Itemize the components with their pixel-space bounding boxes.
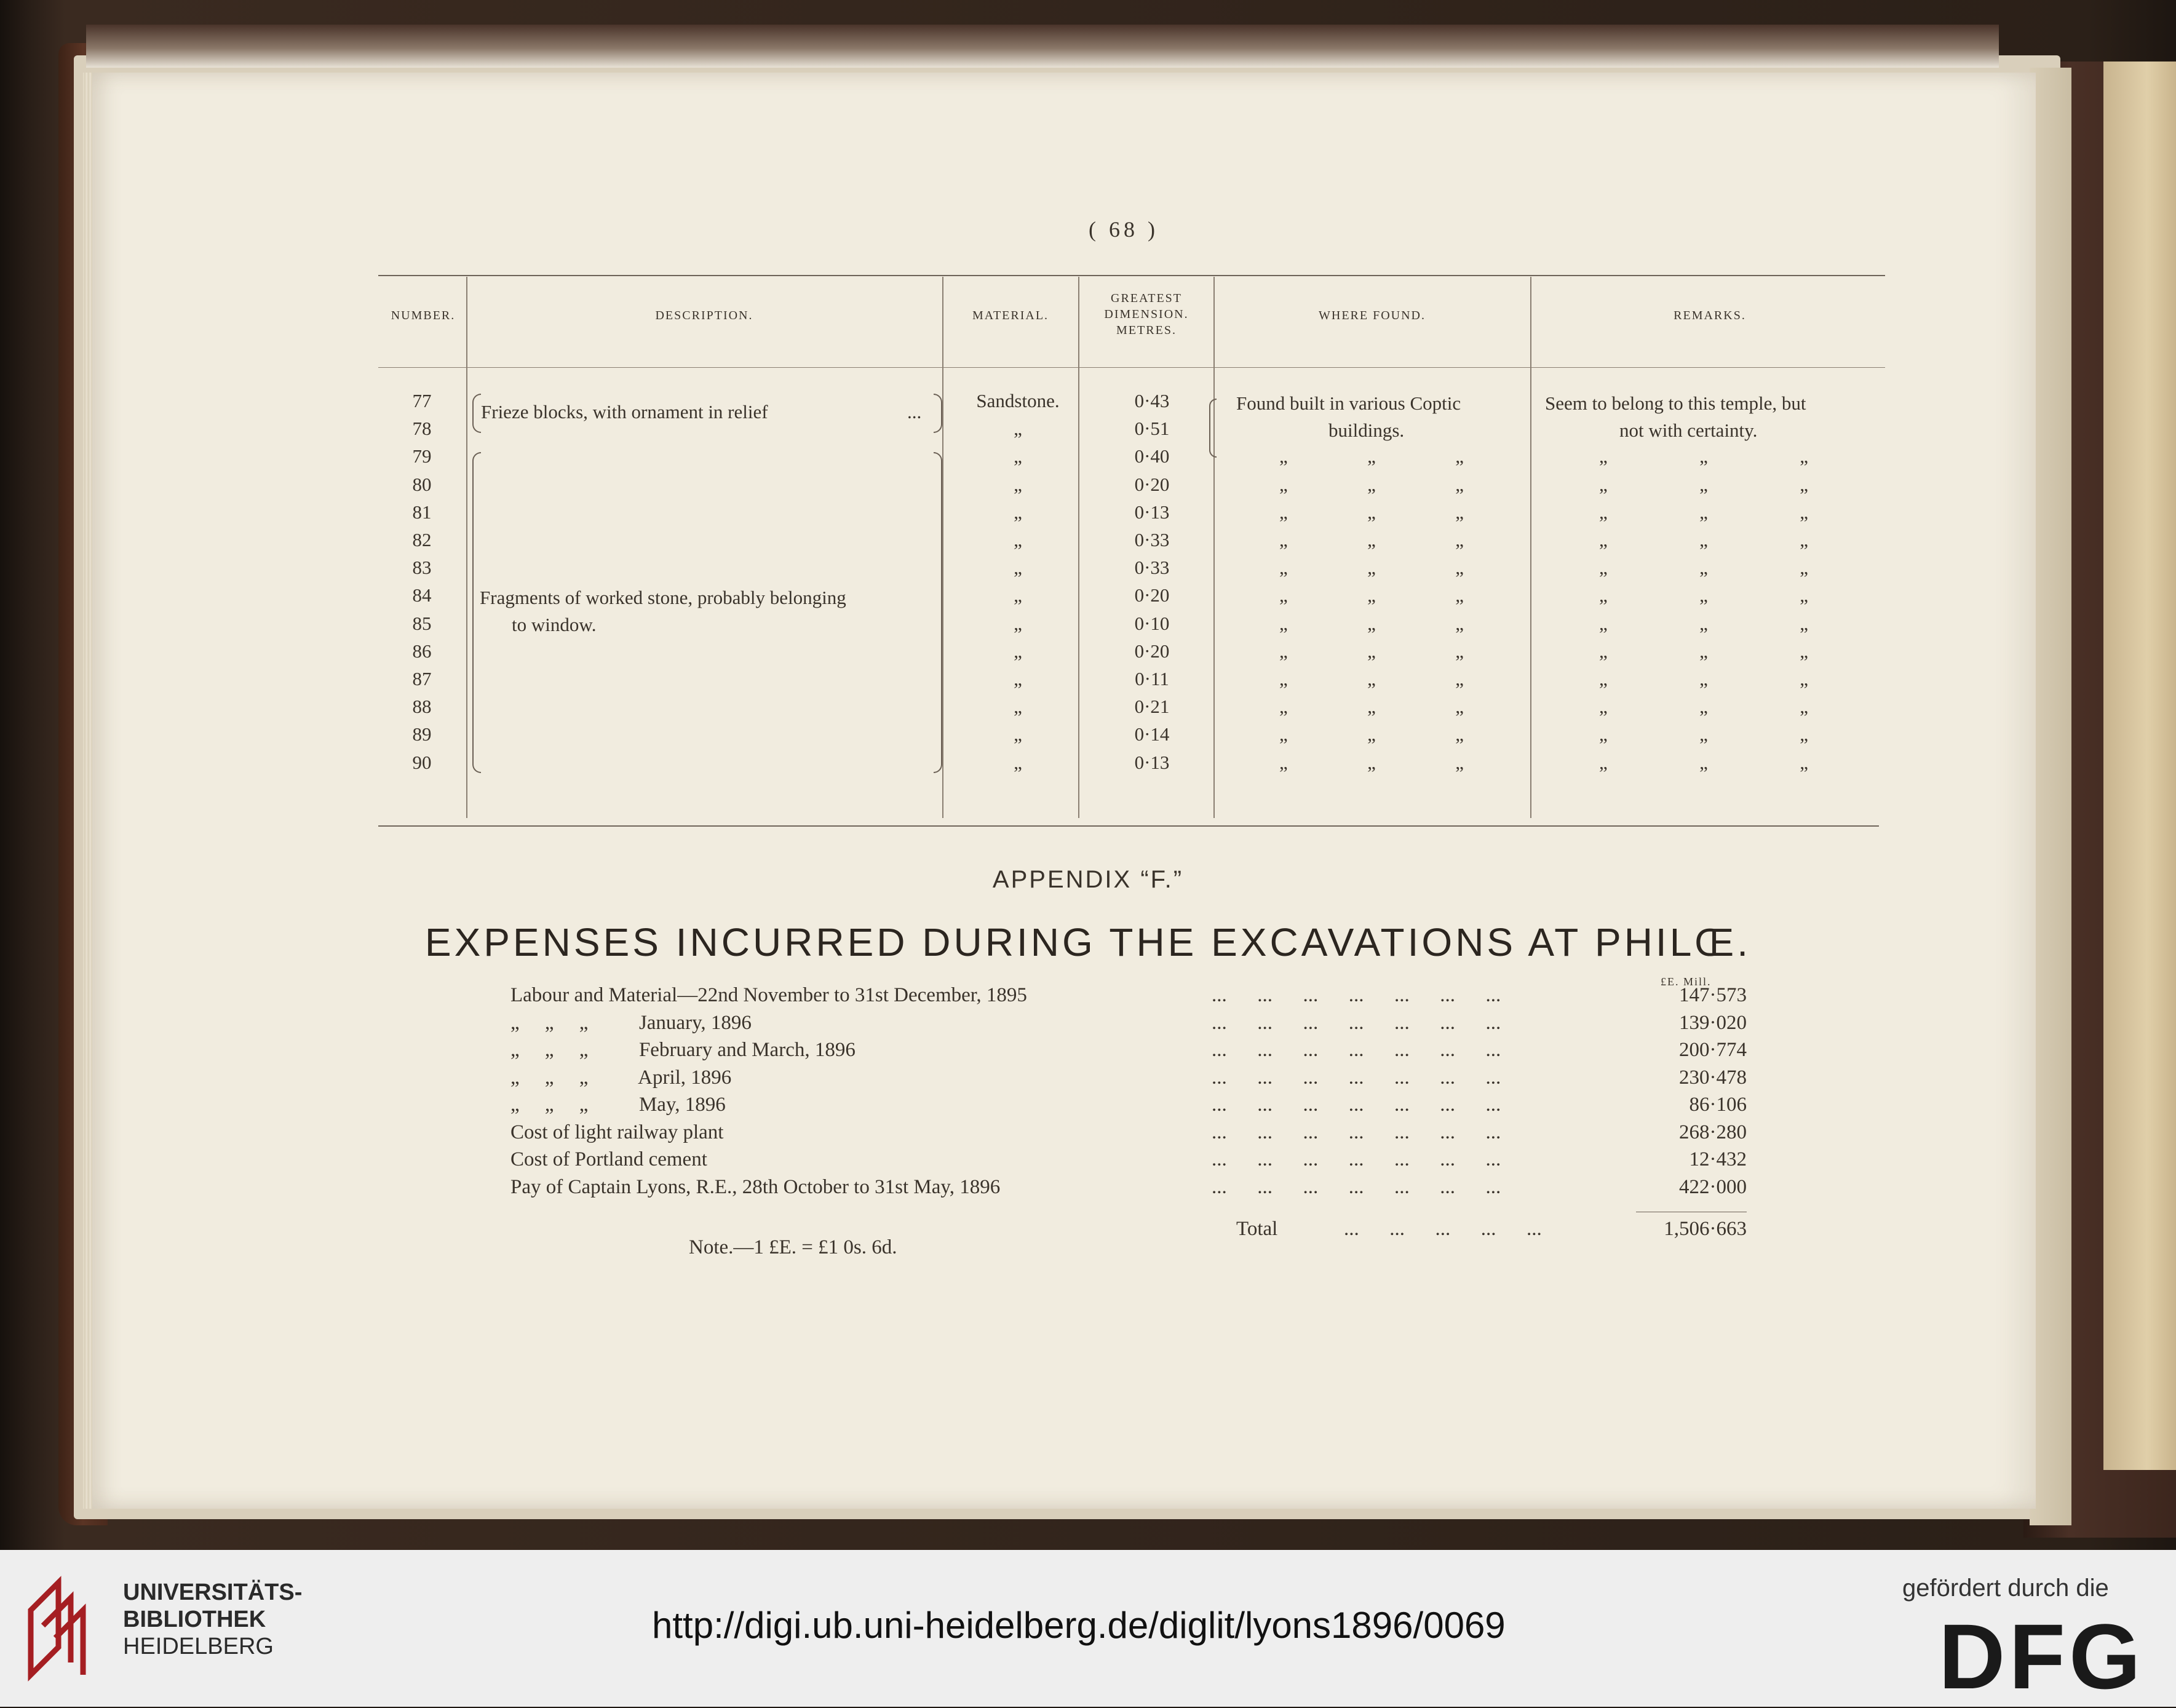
- expense-label: Cost of Portland cement: [510, 1148, 707, 1170]
- ditto-mark: „: [1599, 473, 1608, 495]
- ditto-mark: „: [1599, 751, 1608, 773]
- ditto-mark: „: [1455, 445, 1464, 467]
- row-number: 86: [412, 640, 432, 662]
- expense-value: 200·774: [1679, 1039, 1747, 1061]
- header-material: MATERIAL.: [972, 309, 1049, 322]
- row-where-found-ditto: [1279, 501, 1464, 523]
- ditto-mark: „: [1699, 473, 1708, 495]
- ditto-mark: „: [1800, 557, 1808, 579]
- where-found-line2: buildings.: [1328, 419, 1405, 441]
- row-material: „: [1014, 640, 1022, 662]
- table-header-rule: [378, 367, 1885, 368]
- total-leader-dots: ... ... ... ... ...: [1344, 1218, 1542, 1240]
- row-material: „: [1014, 445, 1022, 467]
- ditto-mark: „: [1599, 696, 1608, 718]
- ditto-mark: „: [1279, 557, 1288, 579]
- row-dimension: 0·43: [1134, 390, 1170, 411]
- row-remarks-ditto: [1599, 474, 1808, 496]
- expense-leader-dots: ... ... ... ... ... ... ...: [1212, 1039, 1501, 1061]
- row-remarks-ditto: [1599, 723, 1808, 745]
- col-divider-2: [942, 277, 943, 818]
- header-dimension-line1: GREATEST: [1111, 292, 1182, 305]
- ditto-mark: „: [1367, 473, 1376, 495]
- expense-label: „ „ „ April, 1896: [510, 1066, 732, 1089]
- row-remarks-ditto: [1599, 501, 1808, 523]
- col-divider-1: [466, 277, 467, 818]
- expense-label: „ „ „ May, 1896: [510, 1094, 726, 1116]
- ditto-mark: „: [1699, 640, 1708, 662]
- ditto-mark: „: [1699, 723, 1708, 745]
- col-divider-5: [1530, 277, 1531, 818]
- ditto-mark: „: [1800, 640, 1808, 662]
- expense-leader-dots: ... ... ... ... ... ... ...: [1212, 1148, 1501, 1170]
- ditto-mark: „: [1279, 584, 1288, 606]
- expense-row: [510, 1121, 1747, 1148]
- ditto-mark: „: [1599, 584, 1608, 606]
- row-material: „: [1014, 696, 1022, 718]
- brace-right-group2: [934, 452, 942, 773]
- ditto-mark: „: [1279, 473, 1288, 495]
- library-name-line2: BIBLIOTHEK: [123, 1607, 266, 1632]
- ditto-mark: „: [1800, 668, 1808, 689]
- row-number: 87: [412, 668, 432, 689]
- ditto-mark: „: [1800, 473, 1808, 495]
- row-material: „: [1014, 612, 1022, 634]
- ditto-mark: „: [1599, 501, 1608, 523]
- header-dimension-line2: DIMENSION.: [1104, 308, 1189, 321]
- row-dimension: 0·10: [1134, 612, 1170, 634]
- description-frieze-blocks: Frieze blocks, with ornament in relief: [481, 401, 768, 423]
- ditto-mark: „: [1279, 751, 1288, 773]
- header-number: NUMBER.: [391, 309, 456, 322]
- row-remarks-ditto: [1599, 752, 1808, 774]
- ditto-mark: „: [1455, 751, 1464, 773]
- university-library-logo-icon: [25, 1573, 86, 1684]
- row-dimension: 0·20: [1134, 640, 1170, 662]
- row-where-found-ditto: [1279, 752, 1464, 774]
- row-number: 80: [412, 473, 432, 495]
- col-divider-4: [1213, 277, 1215, 818]
- ditto-mark: „: [1699, 751, 1708, 773]
- row-where-found-ditto: [1279, 696, 1464, 718]
- ditto-mark: „: [1367, 501, 1376, 523]
- ditto-mark: „: [1599, 557, 1608, 579]
- ditto-mark: „: [1367, 612, 1376, 634]
- ditto-mark: „: [1699, 529, 1708, 550]
- expense-value: 268·280: [1679, 1121, 1747, 1143]
- row-material: „: [1014, 418, 1022, 440]
- row-dimension: 0·21: [1134, 696, 1170, 718]
- ditto-mark: „: [1367, 445, 1376, 467]
- page-sheet: [92, 73, 2036, 1509]
- row-where-found-ditto: [1279, 474, 1464, 496]
- ditto-mark: „: [1367, 723, 1376, 745]
- ditto-mark: „: [1800, 501, 1808, 523]
- ditto-mark: „: [1455, 501, 1464, 523]
- row-material: „: [1014, 557, 1022, 579]
- ditto-mark: „: [1800, 751, 1808, 773]
- ditto-mark: „: [1599, 612, 1608, 634]
- ditto-mark: „: [1699, 696, 1708, 718]
- ditto-mark: „: [1599, 445, 1608, 467]
- top-page-edge: [86, 25, 1999, 68]
- row-where-found-ditto: [1279, 445, 1464, 467]
- expense-label: „ „ „ January, 1896: [510, 1011, 752, 1034]
- ditto-mark: „: [1800, 529, 1808, 550]
- row-remarks-ditto: [1599, 668, 1808, 690]
- header-dimension-line3: METRES.: [1116, 324, 1177, 337]
- ditto-mark: „: [1367, 529, 1376, 550]
- ditto-mark: „: [1699, 557, 1708, 579]
- ditto-mark: „: [1279, 612, 1288, 634]
- row-dimension: 0·13: [1134, 751, 1170, 773]
- expense-leader-dots: ... ... ... ... ... ... ...: [1212, 1066, 1501, 1089]
- ditto-mark: „: [1699, 501, 1708, 523]
- expense-value: 147·573: [1679, 984, 1747, 1006]
- ditto-mark: „: [1279, 529, 1288, 550]
- table-top-rule: [378, 275, 1885, 276]
- library-name-line1: UNIVERSITÄTS-: [123, 1579, 303, 1605]
- row-where-found-ditto: [1279, 529, 1464, 551]
- row-where-found-ditto: [1279, 640, 1464, 662]
- ditto-mark: „: [1455, 640, 1464, 662]
- expense-value: 422·000: [1679, 1175, 1747, 1198]
- row-remarks-ditto: [1599, 640, 1808, 662]
- row-where-found-ditto: [1279, 668, 1464, 690]
- ditto-mark: „: [1455, 612, 1464, 634]
- row-remarks-ditto: [1599, 557, 1808, 579]
- ditto-mark: „: [1279, 640, 1288, 662]
- row-where-found-ditto: [1279, 613, 1464, 635]
- row-dimension: 0·33: [1134, 529, 1170, 550]
- ditto-mark: „: [1367, 668, 1376, 689]
- ditto-mark: „: [1455, 723, 1464, 745]
- header-description: DESCRIPTION.: [655, 309, 753, 322]
- expense-row: [510, 1039, 1747, 1066]
- row-number: 79: [412, 445, 432, 467]
- description-to-window: to window.: [512, 614, 597, 635]
- row-material: „: [1014, 584, 1022, 606]
- expense-label: Cost of light railway plant: [510, 1121, 724, 1143]
- row-material: „: [1014, 668, 1022, 689]
- row-dimension: 0·11: [1135, 668, 1169, 689]
- total-value: 1,506·663: [1664, 1218, 1747, 1240]
- ditto-mark: „: [1699, 584, 1708, 606]
- ditto-mark: „: [1699, 668, 1708, 689]
- row-dimension: 0·14: [1134, 723, 1170, 745]
- ditto-mark: „: [1455, 696, 1464, 718]
- ditto-mark: „: [1599, 529, 1608, 550]
- ditto-mark: „: [1279, 723, 1288, 745]
- ditto-mark: „: [1599, 723, 1608, 745]
- remarks-line2: not with certainty.: [1619, 419, 1758, 441]
- row-number: 88: [412, 696, 432, 718]
- row-dimension: 0·20: [1134, 584, 1170, 606]
- expense-row: [510, 1094, 1747, 1121]
- ditto-mark: „: [1367, 640, 1376, 662]
- page-number: ( 68 ): [1089, 217, 1159, 242]
- permalink-url[interactable]: http://digi.ub.uni-heidelberg.de/diglit/lyons1896/0069: [652, 1605, 1506, 1646]
- ditto-mark: „: [1367, 751, 1376, 773]
- row-number: 78: [412, 418, 432, 440]
- where-found-line1: Found built in various Coptic: [1236, 392, 1461, 414]
- expense-value: 139·020: [1679, 1011, 1747, 1034]
- expense-leader-dots: ... ... ... ... ... ... ...: [1212, 1094, 1501, 1116]
- table-bottom-rule: [378, 825, 1879, 827]
- expense-leader-dots: ... ... ... ... ... ... ...: [1212, 1175, 1501, 1198]
- row-dimension: 0·51: [1134, 418, 1170, 440]
- ditto-mark: „: [1367, 557, 1376, 579]
- description-leader-dots: ...: [907, 401, 922, 423]
- row-number: 89: [412, 723, 432, 745]
- ditto-mark: „: [1279, 696, 1288, 718]
- header-remarks: REMARKS.: [1674, 309, 1746, 322]
- expenses-title: EXPENSES INCURRED DURING THE EXCAVATIONS AT PHILŒ.: [424, 920, 1752, 964]
- row-dimension: 0·13: [1134, 501, 1170, 523]
- brace-left-group1: [472, 394, 481, 433]
- row-number: 81: [412, 501, 432, 523]
- header-where-found: WHERE FOUND.: [1319, 309, 1426, 322]
- viewer-footer: [0, 1550, 2176, 1707]
- library-name-line3: HEIDELBERG: [123, 1634, 274, 1659]
- row-dimension: 0·33: [1134, 557, 1170, 579]
- ditto-mark: „: [1599, 668, 1608, 689]
- ditto-mark: „: [1279, 501, 1288, 523]
- row-dimension: 0·40: [1134, 445, 1170, 467]
- row-remarks-ditto: [1599, 613, 1808, 635]
- row-where-found-ditto: [1279, 557, 1464, 579]
- ditto-mark: „: [1599, 640, 1608, 662]
- ditto-mark: „: [1800, 612, 1808, 634]
- row-material: Sandstone.: [976, 390, 1060, 411]
- expense-label: Pay of Captain Lyons, R.E., 28th October to 31st May, 1896: [510, 1175, 1001, 1198]
- expense-label: Labour and Material—22nd November to 31st December, 1895: [510, 984, 1027, 1006]
- expense-value: 12·432: [1689, 1148, 1747, 1170]
- page-stack-right: [2030, 68, 2071, 1525]
- ditto-mark: „: [1455, 584, 1464, 606]
- ditto-mark: „: [1800, 445, 1808, 467]
- row-number: 82: [412, 529, 432, 550]
- appendix-heading: APPENDIX “F.”: [992, 866, 1184, 893]
- ditto-mark: „: [1455, 668, 1464, 689]
- ditto-mark: „: [1699, 612, 1708, 634]
- expense-row: [510, 1148, 1747, 1175]
- row-number: 77: [412, 390, 432, 411]
- row-material: „: [1014, 723, 1022, 745]
- row-remarks-ditto: [1599, 445, 1808, 467]
- ditto-mark: „: [1455, 557, 1464, 579]
- row-number: 84: [412, 584, 432, 606]
- expense-row: [510, 984, 1747, 1011]
- brace-right-group1: [934, 394, 942, 433]
- expense-leader-dots: ... ... ... ... ... ... ...: [1212, 1011, 1501, 1034]
- expense-row: [510, 1067, 1747, 1094]
- ditto-mark: „: [1800, 696, 1808, 718]
- row-remarks-ditto: [1599, 529, 1808, 551]
- ditto-mark: „: [1455, 473, 1464, 495]
- expense-value: 230·478: [1679, 1066, 1747, 1089]
- ditto-mark: „: [1279, 445, 1288, 467]
- row-number: 90: [412, 751, 432, 773]
- expense-leader-dots: ... ... ... ... ... ... ...: [1212, 984, 1501, 1006]
- ditto-mark: „: [1455, 529, 1464, 550]
- currency-note: Note.—1 £E. = £1 0s. 6d.: [689, 1236, 897, 1258]
- expense-row: [510, 1012, 1747, 1039]
- ditto-mark: „: [1800, 723, 1808, 745]
- header-dimension: [1079, 290, 1213, 338]
- remarks-line1: Seem to belong to this temple, but: [1545, 392, 1806, 414]
- ditto-mark: „: [1800, 584, 1808, 606]
- funding-caption: gefördert durch die: [1902, 1575, 2109, 1602]
- row-material: „: [1014, 501, 1022, 523]
- expense-label: „ „ „ February and March, 1896: [510, 1039, 856, 1061]
- ditto-mark: „: [1699, 445, 1708, 467]
- ditto-mark: „: [1279, 668, 1288, 689]
- expense-row: [510, 1176, 1747, 1203]
- next-page-edge: [2103, 62, 2176, 1470]
- description-fragments: Fragments of worked stone, probably belonging: [480, 587, 846, 608]
- row-dimension: 0·20: [1134, 473, 1170, 495]
- expense-leader-dots: ... ... ... ... ... ... ...: [1212, 1121, 1501, 1143]
- row-material: „: [1014, 529, 1022, 550]
- row-where-found-ditto: [1279, 723, 1464, 745]
- row-number: 85: [412, 612, 432, 634]
- row-material: „: [1014, 751, 1022, 773]
- row-material: „: [1014, 473, 1022, 495]
- currency-header: £E. Mill.: [1661, 975, 1712, 988]
- brace-where-found: [1209, 399, 1217, 458]
- ditto-mark: „: [1367, 696, 1376, 718]
- row-where-found-ditto: [1279, 584, 1464, 606]
- row-number: 83: [412, 557, 432, 579]
- row-remarks-ditto: [1599, 584, 1808, 606]
- brace-left-group2: [472, 452, 481, 773]
- total-label: Total: [1236, 1218, 1278, 1240]
- dfg-logo: DFG: [1939, 1605, 2145, 1708]
- ditto-mark: „: [1367, 584, 1376, 606]
- expense-value: 86·106: [1689, 1094, 1747, 1116]
- row-remarks-ditto: [1599, 696, 1808, 718]
